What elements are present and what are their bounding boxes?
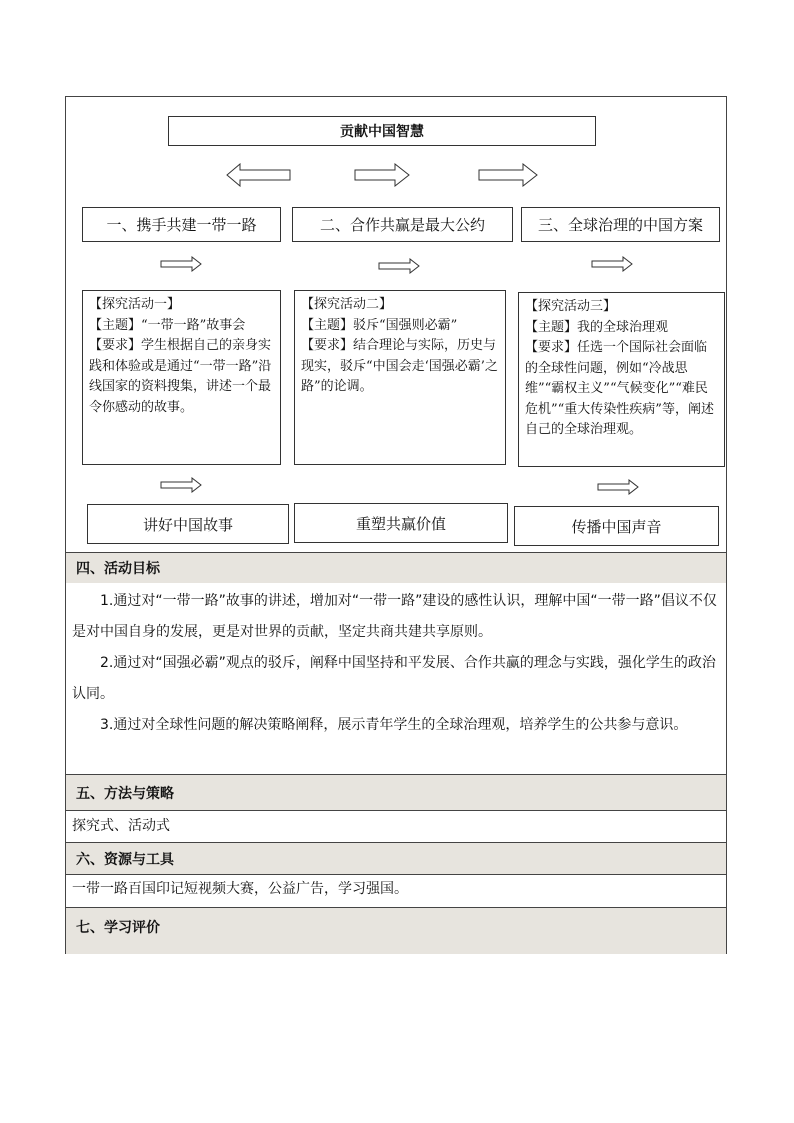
activity-box-1 — [82, 290, 281, 465]
goal-item-3: 3.通过对全球性问题的解决策略阐释，展示青年学生的全球治理观，培养学生的公共参与意识。 — [100, 717, 688, 733]
activity-theme: 【主题】我的全球治理观 — [525, 319, 669, 335]
goals-heading: 四、活动目标 — [66, 552, 726, 583]
goal-item-1: 1.通过对“一带一路”故事的讲述，增加对“一带一路”建设的感性认识，理解中国“一带一路”倡议不仅是对中国自身的发展，更是对世界的贡献，坚定共商共建共享原则。 — [72, 593, 717, 640]
result-box-2: 重塑共赢价值 — [294, 503, 508, 543]
right-arrow-icon — [591, 256, 633, 272]
evaluation-heading — [66, 907, 726, 954]
divider — [66, 874, 726, 875]
right-arrow-icon — [160, 256, 202, 272]
right-arrow-icon — [478, 163, 538, 187]
activity-requirement: 【要求】学生根据自己的亲身实践和体验或是通过“一带一路”沿线国家的资料搜集，讲述一个最令你感动的故事。 — [89, 338, 272, 415]
right-arrow-icon — [597, 479, 639, 495]
result-box-3: 传播中国声音 — [514, 506, 719, 546]
activity-box-2 — [294, 290, 506, 465]
methods-heading: 五、方法与策略 — [66, 774, 726, 810]
right-arrow-icon — [378, 258, 420, 274]
activity-box-3 — [518, 292, 725, 467]
activity-title: 【探究活动一】 — [89, 297, 181, 312]
resources-heading: 六、资源与工具 — [66, 842, 726, 874]
right-arrow-icon — [354, 163, 410, 187]
diagram-title: 贡献中国智慧 — [168, 116, 596, 146]
activity-title: 【探究活动二】 — [301, 297, 393, 312]
activity-requirement: 【要求】结合理论与实际，历史与现实，驳斥“中国会走‘国强必霸’之路”的论调。 — [301, 338, 498, 394]
column-heading-2: 二、合作共赢是最大公约 — [292, 207, 513, 242]
activity-title: 【探究活动三】 — [525, 299, 617, 314]
methods-text: 探究式、活动式 — [72, 818, 170, 834]
left-arrow-icon — [226, 163, 292, 187]
evaluation-heading-label: 七、学习评价 — [76, 920, 160, 936]
lesson-plan-table — [65, 96, 727, 954]
goal-item-2: 2.通过对“国强必霸”观点的驳斥，阐释中国坚持和平发展、合作共赢的理念与实践，强化学生的政治认同。 — [72, 655, 716, 702]
result-box-1: 讲好中国故事 — [87, 504, 289, 544]
column-heading-1: 一、携手共建一带一路 — [82, 207, 281, 242]
activity-theme: 【主题】“一带一路”故事会 — [89, 317, 246, 333]
activity-requirement: 【要求】任选一个国际社会面临的全球性问题，例如“冷战思维”“霸权主义”“气候变化”“难民危机”“重大传染性疾病”等，阐述自己的全球治理观。 — [525, 340, 714, 437]
right-arrow-icon — [160, 477, 202, 493]
column-heading-3: 三、全球治理的中国方案 — [521, 207, 720, 242]
resources-text: 一带一路百国印记短视频大赛，公益广告，学习强国。 — [72, 881, 408, 897]
activity-theme: 【主题】驳斥“国强则必霸” — [301, 317, 458, 333]
divider — [66, 810, 726, 811]
